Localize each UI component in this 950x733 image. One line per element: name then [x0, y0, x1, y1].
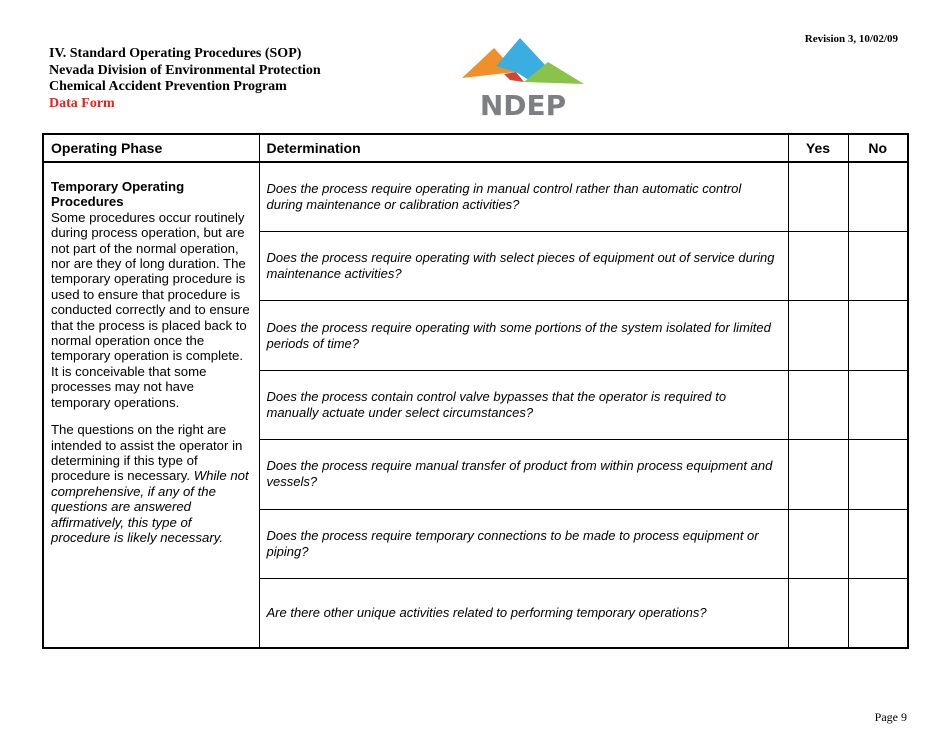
no-checkbox-1[interactable]: [848, 162, 908, 231]
program-name: Chemical Accident Prevention Program: [49, 79, 287, 94]
header-determination: Determination: [259, 134, 788, 162]
question-1: Does the process require operating in manual control rather than automatic control during maintenance or calibration activities?: [259, 162, 788, 231]
question-7: Are there other unique activities related to performing temporary operations?: [259, 579, 788, 648]
phase-guidance: [51, 422, 253, 545]
yes-checkbox-2[interactable]: [788, 231, 848, 300]
question-5: Does the process require manual transfer of product from within process equipment and vessels?: [259, 440, 788, 509]
operating-phase-cell: [43, 162, 259, 648]
form-type-label: Data Form: [49, 95, 115, 111]
ndep-logo: [458, 36, 588, 122]
revision-label: Revision 3, 10/02/09: [804, 33, 898, 45]
no-checkbox-4[interactable]: [848, 370, 908, 439]
header-yes: Yes: [788, 134, 848, 162]
phase-guidance-italic: While not comprehensive, if any of the questions are answered affirmatively, this type of procedure is likely necessary.: [51, 468, 249, 545]
phase-description: Some procedures occur routinely during process operation, but are not part of the normal operation, nor are they of long duration. The temporary operating procedure is used to ensure that procedure is conducted correctly and to ensure that the process is placed back to normal operation once the temporary operation is complete. It is conceivable that some processes may not have temporary operations.: [51, 209, 250, 410]
phase-guidance-text: The questions on the right are intended to assist the operator in determining if this type of procedure is necessary.: [51, 422, 243, 484]
document-header: [49, 46, 321, 112]
sop-data-form-table: [42, 133, 909, 649]
yes-checkbox-7[interactable]: [788, 579, 848, 648]
yes-checkbox-1[interactable]: [788, 162, 848, 231]
yes-checkbox-6[interactable]: [788, 509, 848, 578]
no-checkbox-2[interactable]: [848, 231, 908, 300]
question-2: Does the process require operating with select pieces of equipment out of service during maintenance activities?: [259, 231, 788, 300]
phase-title: Temporary Operating Procedures: [51, 179, 185, 210]
question-3: Does the process require operating with some portions of the system isolated for limited periods of time?: [259, 301, 788, 370]
yes-checkbox-3[interactable]: [788, 301, 848, 370]
header-no: No: [848, 134, 908, 162]
table-row: [43, 162, 908, 231]
page-number: Page 9: [874, 710, 907, 724]
table-header-row: [43, 134, 908, 162]
yes-checkbox-4[interactable]: [788, 370, 848, 439]
no-checkbox-3[interactable]: [848, 301, 908, 370]
no-checkbox-5[interactable]: [848, 440, 908, 509]
sop-title: IV. Standard Operating Procedures (SOP): [49, 46, 302, 61]
no-checkbox-7[interactable]: [848, 579, 908, 648]
header-operating-phase: Operating Phase: [43, 134, 259, 162]
agency-name: Nevada Division of Environmental Protection: [49, 62, 321, 78]
no-checkbox-6[interactable]: [848, 509, 908, 578]
logo-text: NDEP: [479, 89, 567, 122]
question-6: Does the process require temporary connections to be made to process equipment or piping?: [259, 509, 788, 578]
question-4: Does the process contain control valve bypasses that the operator is required to manually actuate under select circumstances?: [259, 370, 788, 439]
yes-checkbox-5[interactable]: [788, 440, 848, 509]
